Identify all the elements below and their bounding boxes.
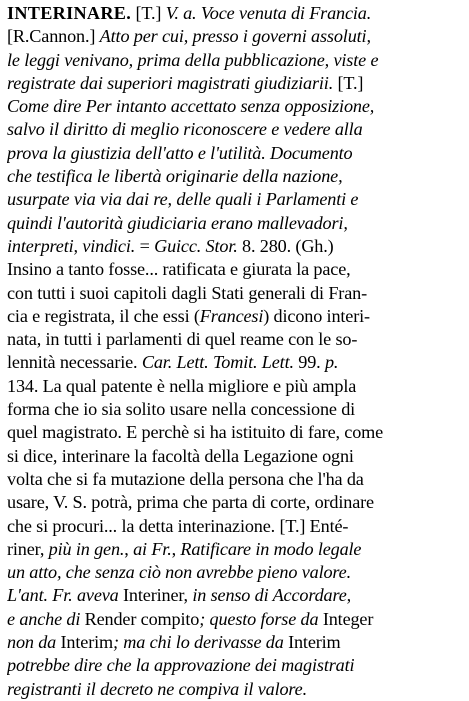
text-run: cia e registrata, il che essi ( [7, 305, 200, 326]
text-run: in senso di Accordare, [192, 585, 352, 606]
text-run: , [124, 538, 134, 559]
text-run: non da [7, 632, 61, 653]
text-run: volta che si fa mutazione della persona che l'ha da [7, 468, 364, 489]
entry-line [7, 491, 465, 514]
text-run: le leggi venivano, prima della pubblicazione, viste e [7, 49, 379, 70]
text-run: interpreti, vindici. [7, 235, 140, 256]
text-run: lennità necessarie. [7, 352, 142, 373]
entry-line [7, 515, 465, 538]
text-run: si dice, interinare la facoltà della Legazione ogni [7, 445, 354, 466]
entry-line [7, 95, 465, 118]
entry-line [7, 375, 465, 398]
text-run: [T.] [337, 72, 364, 93]
text-run: con tutti i suoi capitoli dagli Stati generali di Fran- [7, 282, 367, 303]
entry-line [7, 608, 465, 631]
entry-line [7, 421, 465, 444]
text-run: Interim [288, 632, 341, 653]
text-run: che testifica le libertà originarie della nazione, [7, 166, 343, 187]
entry-line [7, 188, 465, 211]
entry-line [7, 468, 465, 491]
text-run: registrate dai superiori magistrati giudiziarii. [7, 72, 338, 93]
text-run: potrebbe dire che la approvazione dei magistrati [7, 655, 355, 676]
text-run: ai Fr. [133, 538, 172, 559]
entry-line [7, 25, 465, 48]
entry-line [7, 72, 465, 95]
entry-line [7, 631, 465, 654]
entry-line [7, 351, 465, 374]
text-run: Come dire Per intanto accettato senza opposizione, [7, 96, 375, 117]
text-run: Interim [60, 632, 113, 653]
text-run: salvo il diritto di meglio riconoscere e vedere alla [7, 119, 363, 140]
text-run: quindi l'autorità giudiciaria erano mallevadori, [7, 212, 348, 233]
text-run: ; ma chi lo derivasse da [113, 632, 289, 653]
entry-line [7, 561, 465, 584]
text-run: 134. La qual patente è nella migliore e più ampla [7, 375, 357, 396]
text-run: L'ant. Fr. aveva [7, 585, 124, 606]
text-run: e anche di [7, 608, 85, 629]
entry-line [7, 538, 465, 561]
entry-line [7, 212, 465, 235]
text-run: Render compito [84, 608, 200, 629]
entry-line [7, 328, 465, 351]
text-run: 99. [293, 352, 325, 373]
text-run: prova la giustizia dell'atto e l'utilità. Documento [7, 142, 353, 163]
text-run: riner, [7, 538, 49, 559]
entry-line [7, 258, 465, 281]
entry-line [7, 445, 465, 468]
text-run: Insino a tanto fosse... ratificata e giurata la pace, [7, 259, 351, 280]
text-run: Car. Lett. Tomit. Lett. [141, 352, 294, 373]
text-run: registranti il decreto ne compiva il valore. [7, 678, 307, 699]
text-run: [T.] [131, 3, 166, 23]
entry-line [7, 49, 465, 72]
text-run: Integer [322, 608, 374, 629]
text-run: usare, V. S. potrà, prima che parta di corte, ordinare [7, 492, 374, 513]
text-run: 8. 280. (Gh.) [237, 235, 334, 256]
text-run: quel magistrato. E perchè si ha istituito di fare, come [7, 422, 384, 443]
text-run: Interiner, [123, 585, 193, 606]
text-run: Atto per cui, presso i governi assoluti, [99, 26, 371, 47]
text-run: V. a. Voce venuta di Francia. [165, 3, 372, 23]
entry-line [7, 305, 465, 328]
headword: INTERINARE. [7, 3, 132, 23]
entry-line [7, 142, 465, 165]
text-run: = [139, 235, 155, 256]
entry-line [7, 654, 465, 677]
text-run: ) dicono interi- [263, 305, 370, 326]
entry-line [7, 235, 465, 258]
entry-line [7, 584, 465, 607]
text-run: Ratificare in modo legale [180, 538, 362, 559]
text-run: , [171, 538, 181, 559]
text-run: p. [324, 352, 339, 373]
text-run: forma che io sia solito usare nella concessione di [7, 399, 356, 420]
text-run: usurpate via via dai re, delle quali i Parlamenti e [7, 189, 359, 210]
text-run: ; questo forse da [199, 608, 323, 629]
text-run: [R.Cannon.] [7, 26, 100, 47]
text-run: nata, in tutti i parlamenti di quel reame con le so- [7, 329, 358, 350]
entry-line [7, 2, 465, 25]
entry-line [7, 678, 465, 701]
text-run: che si procuri... la detta interinazione. [T.] Enté- [7, 515, 349, 536]
entry-line [7, 118, 465, 141]
text-run: un atto, che senza ciò non avrebbe pieno valore. [7, 562, 352, 583]
entry-line [7, 282, 465, 305]
text-run: Francesi [199, 305, 264, 326]
entry-line [7, 398, 465, 421]
text-run: Guicc. Stor. [154, 235, 238, 256]
text-run: più in gen. [48, 538, 125, 559]
entry-line [7, 165, 465, 188]
